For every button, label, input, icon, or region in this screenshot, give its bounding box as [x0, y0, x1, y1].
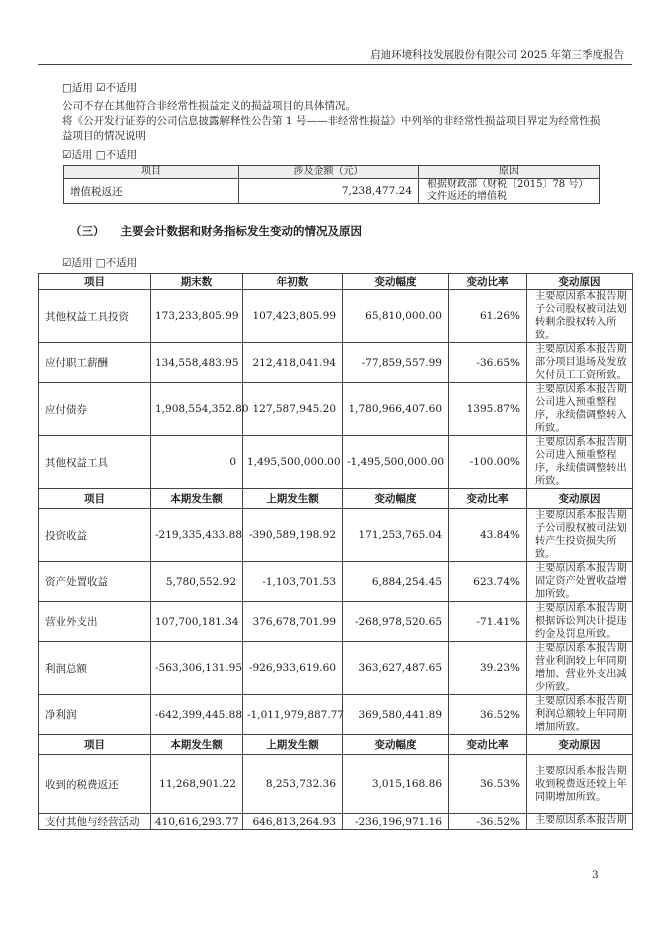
reason-cell: 根据财政部（财税〔2015〕78 号）文件返还的增值税: [419, 179, 600, 204]
item-cell: 应付债券: [39, 383, 151, 436]
financial-changes-table: [38, 273, 633, 830]
table-row: [39, 383, 633, 436]
statement-reclassification: 将《公开发行证券的公司信息披露解释性公告第 1 号——非经常性损益》中列举的非经常性损益项目界定为经常性损益项目的情况说明: [62, 115, 601, 142]
checkbox-line-nonrecurring: □适用 ☑不适用: [62, 82, 138, 94]
value-cell: 107,423,805.99: [243, 290, 343, 343]
section-title: 主要会计数据和财务指标发生变动的情况及原因: [120, 224, 362, 238]
value-cell: 212,418,041.94: [243, 343, 343, 383]
column-header: 变动比率: [449, 735, 527, 755]
change-cell: -1,495,500,000.00: [343, 436, 449, 489]
value-cell: 1,908,554,352.80: [151, 383, 243, 436]
reclassification-table: [63, 165, 600, 204]
change-cell: -268,978,520.65: [343, 602, 449, 642]
amount-cell: 7,238,477.24: [239, 179, 419, 204]
reason-cell: 主要原因系本报告期利润总额较上年同期增加所致。: [527, 695, 633, 735]
section-heading: [70, 223, 362, 239]
checkbox-line-changes: ☑适用 □不适用: [62, 257, 138, 269]
item-cell: 利润总额: [39, 642, 151, 695]
table-header-row: [64, 166, 600, 179]
ratio-cell: 36.52%: [449, 695, 527, 735]
column-header: 项目: [39, 735, 151, 755]
ratio-cell: 1395.87%: [449, 383, 527, 436]
column-header: 变动原因: [527, 489, 633, 509]
reason-cell: 主要原因系本报告期: [527, 814, 633, 830]
column-header: 涉及金额（元）: [239, 166, 419, 179]
column-header: 本期发生额: [151, 489, 243, 509]
header-divider: [38, 64, 632, 65]
page-number: 3: [592, 869, 599, 881]
change-cell: 171,253,765.04: [343, 509, 449, 562]
value-cell: 127,587,945.20: [243, 383, 343, 436]
table-row: [64, 179, 600, 204]
change-cell: 3,015,168.86: [343, 755, 449, 814]
change-cell: -77,859,557.99: [343, 343, 449, 383]
value-cell: -1,103,701.53: [243, 562, 343, 602]
section-number: （三）: [70, 224, 105, 238]
value-cell: -642,399,445.88: [151, 695, 243, 735]
value-cell: 0: [151, 436, 243, 489]
table-row: [39, 290, 633, 343]
reason-cell: 主要原因系本报告期收到税费返还较上年同期增加所致。: [527, 755, 633, 814]
column-header: 变动原因: [527, 735, 633, 755]
ratio-cell: 43.84%: [449, 509, 527, 562]
reason-cell: 主要原因系本报告期公司进入预重整程序，永续债调整转出所致。: [527, 436, 633, 489]
table-row: [39, 509, 633, 562]
value-cell: 1,495,500,000.00: [243, 436, 343, 489]
item-cell: 营业外支出: [39, 602, 151, 642]
reason-cell: 主要原因系本报告期子公司股权被司法划转剩余股权转入所致。: [527, 290, 633, 343]
column-header: 变动幅度: [343, 274, 449, 290]
item-cell: 资产处置收益: [39, 562, 151, 602]
ratio-cell: 623.74%: [449, 562, 527, 602]
value-cell: 646,813,264.93: [243, 814, 343, 830]
change-cell: -236,196,971.16: [343, 814, 449, 830]
item-cell: 增值税返还: [64, 179, 239, 204]
item-cell: 其他权益工具投资: [39, 290, 151, 343]
value-cell: 134,558,483.95: [151, 343, 243, 383]
change-cell: 363,627,487.65: [343, 642, 449, 695]
ratio-cell: 36.53%: [449, 755, 527, 814]
checkbox-line-reclassification: ☑适用 □不适用: [62, 149, 138, 161]
column-header: 变动原因: [527, 274, 633, 290]
change-cell: 65,810,000.00: [343, 290, 449, 343]
value-cell: 8,253,732.36: [243, 755, 343, 814]
table-row: [39, 642, 633, 695]
column-header: 项目: [64, 166, 239, 179]
table-row: [39, 436, 633, 489]
reason-cell: 主要原因系本报告期营业利润较上年同期增加、营业外支出减少所致。: [527, 642, 633, 695]
reason-cell: 主要原因系本报告期公司进入预重整程序，永续债调整转入所致。: [527, 383, 633, 436]
change-cell: 1,780,966,407.60: [343, 383, 449, 436]
change-cell: 369,580,441.89: [343, 695, 449, 735]
column-header: 变动幅度: [343, 489, 449, 509]
table-row: [39, 814, 633, 830]
value-cell: -390,589,198.92: [243, 509, 343, 562]
ratio-cell: -100.00%: [449, 436, 527, 489]
report-header-title: 启迪环境科技发展股份有限公司 2025 年第三季度报告: [370, 49, 624, 61]
column-header: 本期发生额: [151, 735, 243, 755]
reason-cell: 主要原因系本报告期部分项目退场及发放欠付员工工资所致。: [527, 343, 633, 383]
column-header: 上期发生额: [243, 489, 343, 509]
ratio-cell: 39.23%: [449, 642, 527, 695]
income-header-row: [39, 489, 633, 509]
column-header: 变动幅度: [343, 735, 449, 755]
value-cell: 173,233,805.99: [151, 290, 243, 343]
item-cell: 其他权益工具: [39, 436, 151, 489]
column-header: 原因: [419, 166, 600, 179]
item-cell: 投资收益: [39, 509, 151, 562]
column-header: 项目: [39, 274, 151, 290]
column-header: 年初数: [243, 274, 343, 290]
item-cell: 收到的税费返还: [39, 755, 151, 814]
value-cell: 410,616,293.77: [151, 814, 243, 830]
ratio-cell: -71.41%: [449, 602, 527, 642]
column-header: 期末数: [151, 274, 243, 290]
item-cell: 应付职工薪酬: [39, 343, 151, 383]
table-row: [39, 602, 633, 642]
reason-cell: 主要原因系本报告期根据诉讼判决计提违约金及罚息所致。: [527, 602, 633, 642]
value-cell: 11,268,901.22: [151, 755, 243, 814]
reason-cell: 主要原因系本报告期子公司股权被司法划转产生投资损失所致。: [527, 509, 633, 562]
item-cell: 支付其他与经营活动: [39, 814, 151, 830]
reason-cell: 主要原因系本报告期固定资产处置收益增加所致。: [527, 562, 633, 602]
statement-no-other-items: 公司不存在其他符合非经常性损益定义的损益项目的具体情况。: [62, 100, 356, 112]
item-cell: 净利润: [39, 695, 151, 735]
column-header: 变动比率: [449, 489, 527, 509]
value-cell: 376,678,701.99: [243, 602, 343, 642]
table-row: [39, 562, 633, 602]
table-row: [39, 343, 633, 383]
column-header: 上期发生额: [243, 735, 343, 755]
table-row: [39, 755, 633, 814]
value-cell: 107,700,181.34: [151, 602, 243, 642]
value-cell: -926,933,619.60: [243, 642, 343, 695]
value-cell: -563,306,131.95: [151, 642, 243, 695]
value-cell: 5,780,552.92: [151, 562, 243, 602]
balance-header-row: [39, 274, 633, 290]
value-cell: -1,011,979,887.77: [243, 695, 343, 735]
table-row: [39, 695, 633, 735]
column-header: 变动比率: [449, 274, 527, 290]
ratio-cell: -36.65%: [449, 343, 527, 383]
ratio-cell: 61.26%: [449, 290, 527, 343]
cash-header-row: [39, 735, 633, 755]
value-cell: -219,335,433.88: [151, 509, 243, 562]
ratio-cell: -36.52%: [449, 814, 527, 830]
change-cell: 6,884,254.45: [343, 562, 449, 602]
column-header: 项目: [39, 489, 151, 509]
